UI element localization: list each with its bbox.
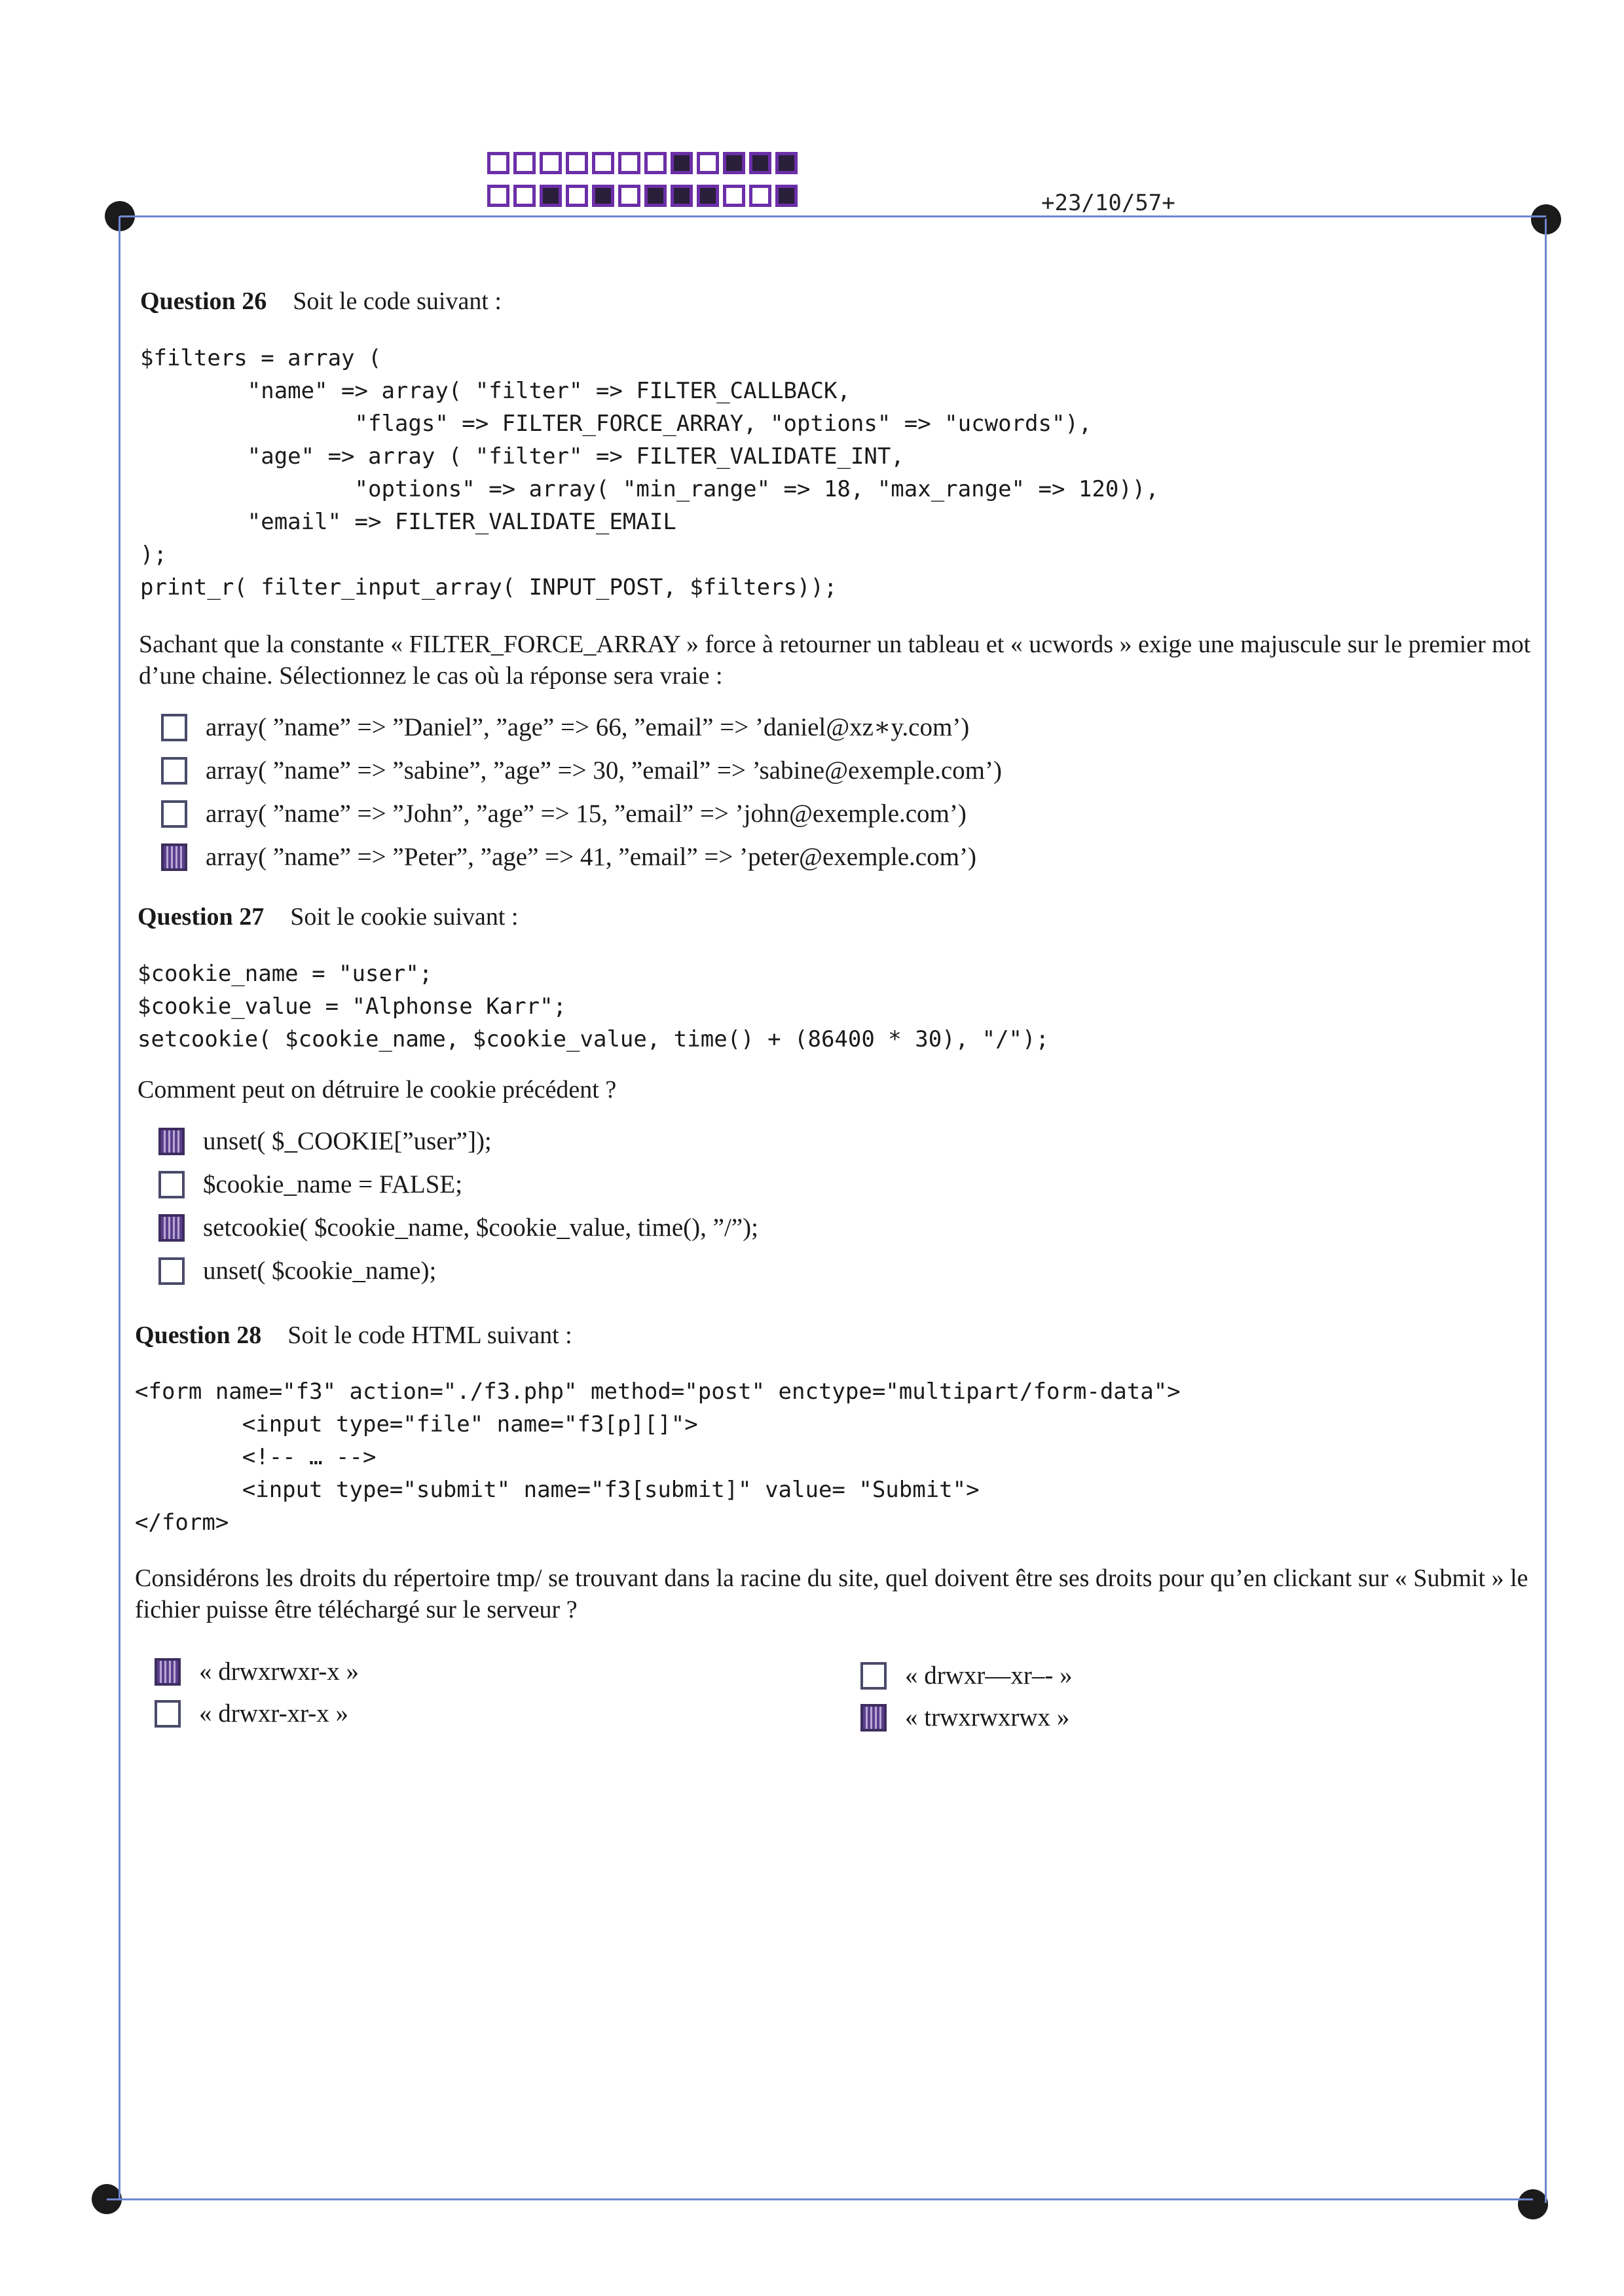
frame-right-line <box>1545 219 1547 2203</box>
answer-label: setcookie( $cookie_name, $cookie_value, time(), ”/”); <box>203 1213 758 1242</box>
code-cell <box>487 185 509 207</box>
page-id: +23/10/57+ <box>1041 190 1175 216</box>
frame-left-line <box>119 216 120 2200</box>
code-cell <box>697 185 719 207</box>
code-cell <box>644 185 667 207</box>
code-block-q26: $filters = array ( "name" => array( "filter" => FILTER_CALLBACK, "flags" => FILTER_FORCE_ARRAY, "options" => "ucwords"), "age" => array ( "filter" => FILTER_VALIDATE_INT, "options" => array( "min_range" => 18, "max_range" => 120)), "email" => FILTER_VALIDATE_EMAIL ); print_r( filter_input_array( INPUT_POST, $filters)); <box>140 345 1159 601</box>
code-cell <box>513 152 536 174</box>
answer-option[interactable] <box>155 1699 348 1728</box>
code-cell <box>592 152 614 174</box>
code-cell <box>775 152 798 174</box>
answer-label: array( ”name” => ”sabine”, ”age” => 30, ”email” => ’sabine@exemple.com’) <box>206 756 1002 785</box>
checkbox[interactable] <box>155 1700 181 1728</box>
code-cell <box>618 185 640 207</box>
question-27-text: Comment peut on détruire le cookie précédent ? <box>138 1076 617 1103</box>
checkbox[interactable] <box>158 1257 185 1285</box>
answer-label: array( ”name” => ”John”, ”age” => 15, ”email” => ’john@exemple.com’) <box>206 800 967 828</box>
question-intro: Soit le code HTML suivant : <box>287 1322 572 1349</box>
code-cell <box>671 185 693 207</box>
question-intro: Soit le code suivant : <box>293 287 502 315</box>
code-cell <box>644 152 667 174</box>
code-block-q28: <form name="f3" action="./f3.php" method="post" enctype="multipart/form-data"> <input type="file" name="f3[p][]"> <!-- … --> <input type="submit" name="f3[submit]" value= "Submit"> </form> <box>135 1379 1181 1536</box>
checkbox[interactable] <box>155 1658 181 1686</box>
code-cell <box>540 185 562 207</box>
answer-label: array( ”name” => ”Daniel”, ”age” => 66, ”email” => ’daniel@xz∗y.com’) <box>206 713 970 741</box>
code-cell <box>723 185 745 207</box>
page-code-strip-bottom <box>487 185 798 207</box>
question-28-header <box>135 1321 572 1350</box>
question-26-text: Sachant que la constante « FILTER_FORCE_ARRAY » force à retourner un tableau et « ucwords » exige une majuscule sur le premier mot d’une chaine. Sélectionnez le cas où la réponse sera vraie : <box>139 631 1531 690</box>
checkbox[interactable] <box>860 1662 887 1690</box>
answer-option[interactable] <box>860 1703 1069 1732</box>
answer-option[interactable] <box>161 713 969 742</box>
question-27-header <box>138 902 519 931</box>
answer-option[interactable] <box>161 799 967 828</box>
code-cell <box>671 152 693 174</box>
checkbox[interactable] <box>158 1214 185 1242</box>
answer-label: unset( $_COOKIE[”user”]); <box>203 1127 492 1155</box>
code-cell <box>697 152 719 174</box>
question-26-header <box>140 287 502 316</box>
answer-label: « trwxrwxrwx » <box>905 1703 1070 1731</box>
frame-top-line <box>120 215 1546 217</box>
checkbox[interactable] <box>158 1128 185 1155</box>
question-28-text: Considérons les droits du répertoire tmp/ se trouvant dans la racine du site, quel doivent être ses droits pour qu’en clickant sur « Submit » le fichier puisse être téléchargé sur le serveur ? <box>135 1565 1528 1623</box>
answer-option[interactable] <box>158 1256 436 1286</box>
code-cell <box>487 152 509 174</box>
question-number: Question 27 <box>138 903 265 931</box>
code-cell <box>749 185 771 207</box>
answer-label: « drwxr-xr-x » <box>199 1699 349 1728</box>
answer-option[interactable] <box>161 842 976 872</box>
checkbox[interactable] <box>161 843 187 871</box>
code-cell <box>513 185 536 207</box>
code-cell <box>540 152 562 174</box>
checkbox[interactable] <box>161 714 187 741</box>
answer-label: array( ”name” => ”Peter”, ”age” => 41, ”email” => ’peter@exemple.com’) <box>206 843 976 871</box>
answer-label: « drwxrwxr-x » <box>199 1657 359 1686</box>
question-intro: Soit le cookie suivant : <box>290 903 519 931</box>
code-cell <box>566 152 588 174</box>
checkbox[interactable] <box>158 1171 185 1198</box>
answer-option[interactable] <box>158 1170 462 1199</box>
answer-option[interactable] <box>860 1661 1073 1690</box>
checkbox[interactable] <box>161 800 187 828</box>
frame-bottom-line <box>107 2198 1533 2200</box>
corner-mark-bottom-right <box>1518 2189 1548 2219</box>
question-number: Question 26 <box>140 287 267 315</box>
code-block-q27: $cookie_name = "user"; $cookie_value = "Alphonse Karr"; setcookie( $cookie_name, $cookie_value, time() + (86400 * 30), "/"); <box>138 961 1049 1052</box>
answer-option[interactable] <box>155 1657 359 1686</box>
answer-option[interactable] <box>158 1213 758 1242</box>
answer-option[interactable] <box>161 756 1002 785</box>
code-cell <box>723 152 745 174</box>
code-cell <box>618 152 640 174</box>
code-cell <box>775 185 798 207</box>
code-cell <box>592 185 614 207</box>
checkbox[interactable] <box>161 757 187 785</box>
code-cell <box>749 152 771 174</box>
answer-option[interactable] <box>158 1126 492 1156</box>
code-cell <box>566 185 588 207</box>
page-code-strip-top <box>487 152 798 174</box>
checkbox[interactable] <box>860 1704 887 1731</box>
answer-label: unset( $cookie_name); <box>203 1257 437 1285</box>
answer-label: $cookie_name = FALSE; <box>203 1170 463 1198</box>
answer-label: « drwxr—xr–- » <box>905 1661 1073 1690</box>
question-number: Question 28 <box>135 1322 262 1349</box>
